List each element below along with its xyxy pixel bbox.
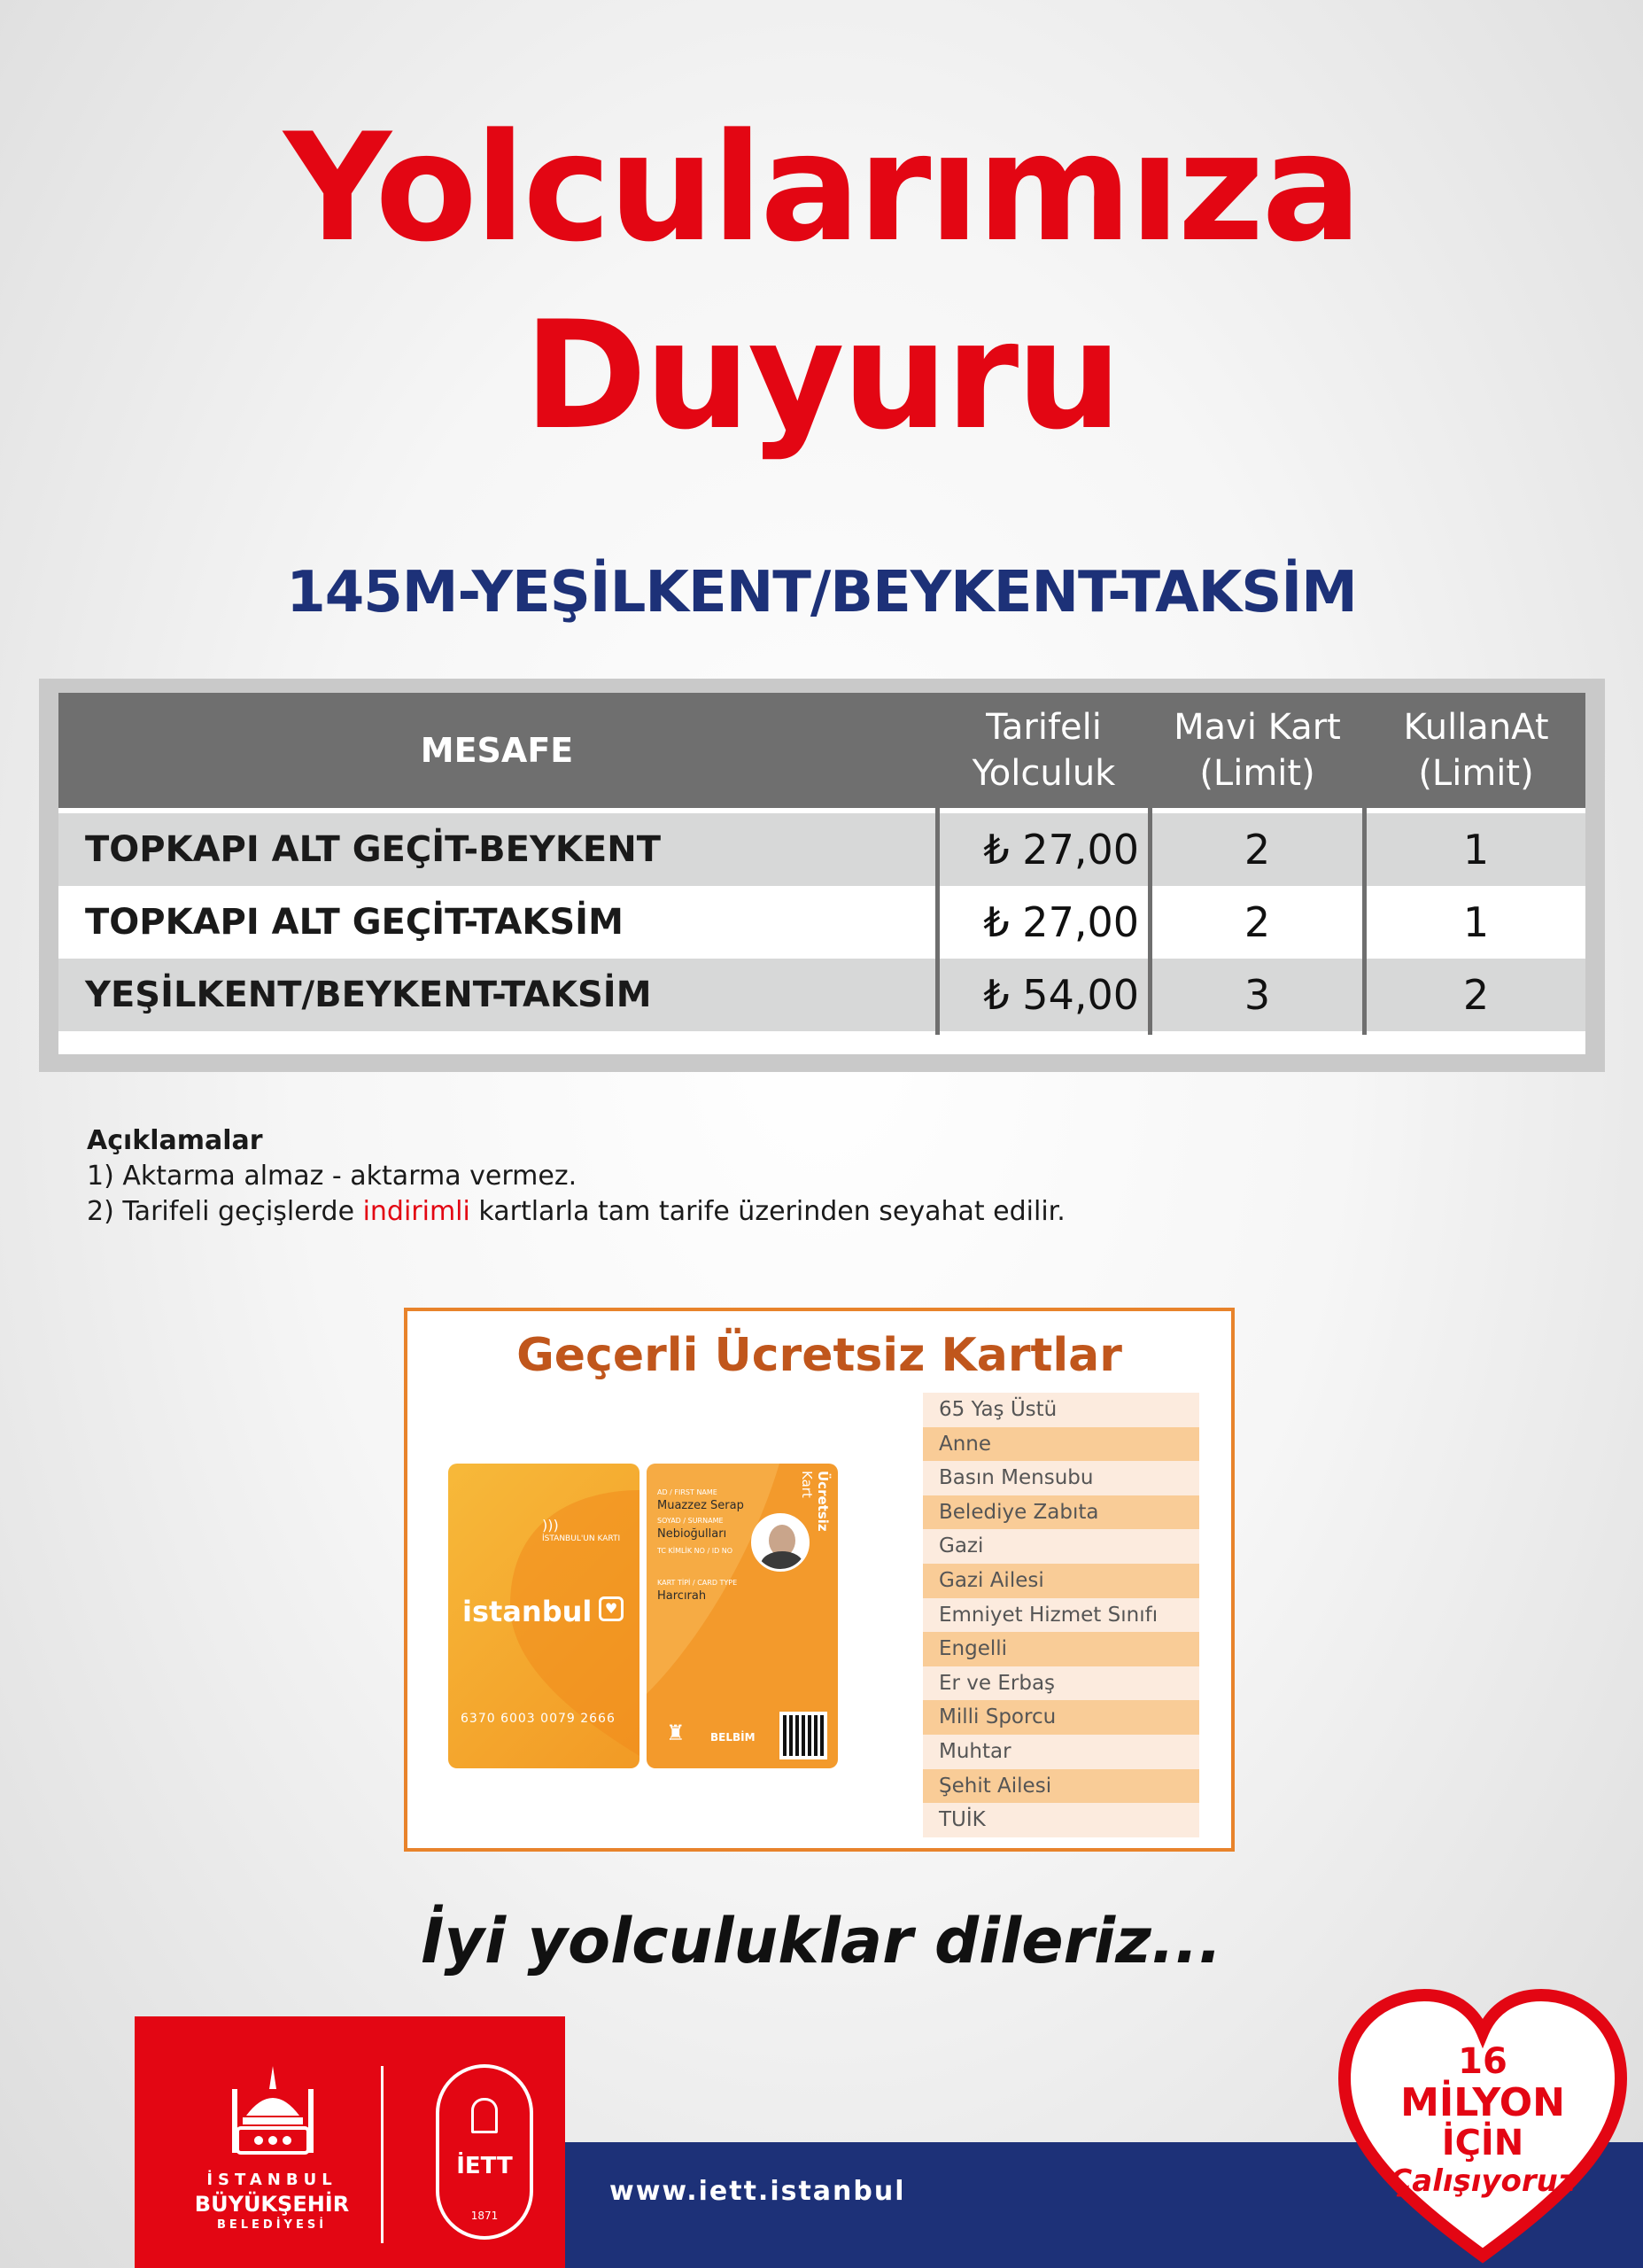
fare-table <box>58 693 1585 1054</box>
card2-brand: BELBİM <box>710 1731 756 1744</box>
iett-logo-text: İETT <box>456 2153 513 2179</box>
list-item: Şehit Ailesi <box>923 1769 1199 1804</box>
ibb-logo-icon <box>220 2062 326 2160</box>
list-item: Gazi Ailesi <box>923 1564 1199 1598</box>
free-cards-box <box>404 1308 1235 1852</box>
card2-surname-label: SOYAD / SURNAME <box>657 1517 724 1525</box>
list-item: Milli Sporcu <box>923 1700 1199 1735</box>
card2-surname: Nebioğulları <box>657 1527 727 1541</box>
list-item: Er ve Erbaş <box>923 1666 1199 1701</box>
header-distance <box>58 693 935 808</box>
card1-number: 6370 6003 0079 2666 <box>461 1712 616 1726</box>
note-2 <box>87 1194 1066 1230</box>
column-divider <box>1362 693 1367 1035</box>
badge-line4: Çalışıyoruz <box>1390 2163 1576 2199</box>
header-blue-card-line1: Mavi Kart <box>1174 707 1341 748</box>
istanbulkart-card <box>448 1464 639 1768</box>
ibb-name-line1: İSTANBUL <box>206 2171 337 2189</box>
free-cards-list <box>923 1393 1199 1837</box>
free-cards-title: Geçerli Ücretsiz Kartlar <box>516 1329 1122 1382</box>
column-divider <box>935 693 940 1035</box>
list-item: Gazi <box>923 1529 1199 1564</box>
closing-message: İyi yolculuklar dileriz... <box>421 1905 1222 1977</box>
footer-red-panel <box>135 2016 565 2268</box>
heart-icon: ♥ <box>599 1596 624 1621</box>
row-price: ₺ 27,00 <box>983 826 1139 874</box>
header-scheduled-line1: Tarifeli <box>986 707 1102 748</box>
footer-divider <box>381 2066 384 2243</box>
row-blue-card: 2 <box>1244 826 1271 874</box>
note-2-highlight: indirimli <box>362 1196 470 1227</box>
header-kullanat-line2: (Limit) <box>1418 753 1534 794</box>
card2-photo <box>751 1513 810 1572</box>
badge-line2: MİLYON <box>1400 2080 1565 2125</box>
header-distance-label: MESAFE <box>420 731 574 770</box>
row-distance: YEŞİLKENT/BEYKENT-TAKSİM <box>85 975 652 1015</box>
note-1: 1) Aktarma almaz - aktarma vermez. <box>87 1161 577 1192</box>
row-distance: TOPKAPI ALT GEÇİT-TAKSİM <box>85 902 624 943</box>
header-blue-card <box>1152 693 1362 808</box>
poster-title-line2: Duyuru <box>523 289 1120 462</box>
row-price: ₺ 27,00 <box>983 898 1139 946</box>
footer-url-link[interactable]: www.iett.istanbul <box>609 2176 906 2207</box>
iett-logo-year: 1871 <box>470 2210 499 2222</box>
qr-code-icon <box>779 1712 827 1759</box>
card2-vertical-title: Ücretsiz <box>815 1471 831 1532</box>
table-row <box>58 886 1585 959</box>
note-2-before: 2) Tarifeli geçişlerde <box>87 1196 363 1227</box>
list-item: TUİK <box>923 1803 1199 1837</box>
card1-label: İSTANBUL'UN KARTI <box>542 1534 621 1543</box>
list-item: Emniyet Hizmet Sınıfı <box>923 1598 1199 1633</box>
notes-section <box>87 1123 1066 1230</box>
route-heading: 145M-YEŞİLKENT/BEYKENT-TAKSİM <box>286 560 1357 625</box>
badge-line3: İÇİN <box>1441 2123 1524 2163</box>
fare-table-frame <box>39 679 1605 1072</box>
free-card-sample <box>647 1464 838 1768</box>
header-scheduled <box>940 693 1148 808</box>
notes-heading: Açıklamalar <box>87 1125 263 1156</box>
card2-type-label: KART TİPİ / CARD TYPE <box>657 1579 738 1587</box>
row-price: ₺ 54,00 <box>983 971 1139 1019</box>
ibb-name-line2: BÜYÜKŞEHİR <box>194 2192 350 2217</box>
card2-name-label: AD / FIRST NAME <box>657 1488 717 1496</box>
card2-type: Harcırah <box>657 1589 707 1603</box>
list-item: Anne <box>923 1427 1199 1462</box>
column-divider <box>1148 693 1152 1035</box>
header-kullanat-line1: KullanAt <box>1403 707 1549 748</box>
list-item: Basın Mensubu <box>923 1461 1199 1495</box>
row-kullanat: 2 <box>1462 971 1490 1019</box>
iett-logo-icon <box>436 2064 533 2240</box>
card2-name: Muazzez Serap <box>657 1499 744 1512</box>
ibb-mini-logo-icon: ♜ <box>666 1720 686 1745</box>
contactless-icon: ))) <box>542 1517 559 1534</box>
card2-vertical-sub: Kart <box>799 1471 815 1498</box>
card1-brand: istanbul <box>462 1595 593 1628</box>
list-item: Belediye Zabıta <box>923 1495 1199 1530</box>
header-scheduled-line2: Yolculuk <box>972 753 1116 794</box>
row-blue-card: 2 <box>1244 898 1271 946</box>
note-2-after: kartlarla tam tarife üzerinden seyahat edilir. <box>469 1196 1066 1227</box>
row-kullanat: 1 <box>1462 898 1490 946</box>
header-blue-card-line2: (Limit) <box>1199 753 1315 794</box>
list-item: Engelli <box>923 1632 1199 1666</box>
table-row <box>58 813 1585 886</box>
card2-id-label: TC KİMLİK NO / ID NO <box>657 1547 733 1555</box>
row-distance: TOPKAPI ALT GEÇİT-BEYKENT <box>85 829 661 870</box>
table-row <box>58 959 1585 1031</box>
header-kullanat <box>1367 693 1585 808</box>
poster-title-line1: Yolcularımıza <box>283 101 1360 275</box>
list-item: 65 Yaş Üstü <box>923 1393 1199 1427</box>
row-blue-card: 3 <box>1244 971 1271 1019</box>
ibb-name-line3: BELEDİYESİ <box>216 2218 328 2232</box>
row-kullanat: 1 <box>1462 826 1490 874</box>
list-item: Muhtar <box>923 1735 1199 1769</box>
badge-line1: 16 <box>1458 2041 1507 2082</box>
